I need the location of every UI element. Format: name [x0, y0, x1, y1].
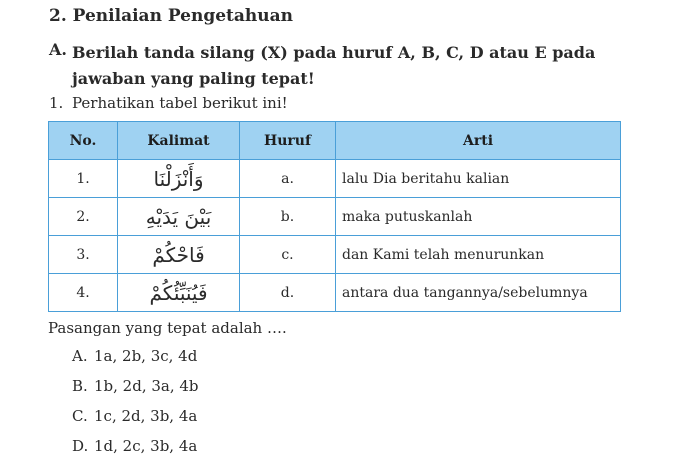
- option-letter: A.: [72, 347, 88, 365]
- table-row: [49, 236, 621, 274]
- cell-arti: dan Kami telah menurunkan: [336, 236, 621, 274]
- cell-kalimat: [118, 274, 240, 312]
- answer-prompt: Pasangan yang tepat adalah ….: [48, 319, 287, 337]
- cell-kalimat: [118, 236, 240, 274]
- cell-huruf: b.: [240, 198, 336, 236]
- cell-arti: antara dua tangannya/sebelumnya: [336, 274, 621, 312]
- cell-huruf: a.: [240, 160, 336, 198]
- cell-no: 2.: [49, 198, 118, 236]
- cell-arti: lalu Dia beritahu kalian: [336, 160, 621, 198]
- table-row: [49, 274, 621, 312]
- cell-no: 1.: [49, 160, 118, 198]
- header-arti: Arti: [336, 122, 621, 160]
- option-d[interactable]: [72, 437, 197, 455]
- option-text: 1d, 2c, 3b, 4a: [94, 437, 198, 455]
- header-no: No.: [49, 122, 118, 160]
- option-letter: D.: [72, 437, 89, 455]
- option-letter: C.: [72, 407, 88, 425]
- option-b[interactable]: [72, 377, 199, 395]
- header-huruf: Huruf: [240, 122, 336, 160]
- table-row: [49, 198, 621, 236]
- subsection-number: A.: [49, 40, 67, 59]
- header-kalimat: Kalimat: [118, 122, 240, 160]
- option-c[interactable]: [72, 407, 197, 425]
- table-row: [49, 160, 621, 198]
- arabic-phrase: فَاحْكُمْ: [152, 242, 205, 267]
- option-a[interactable]: [72, 347, 197, 365]
- arabic-phrase: بَيْنَ يَدَيْهِ: [145, 204, 212, 229]
- option-text: 1b, 2d, 3a, 4b: [94, 377, 199, 395]
- cell-kalimat: [118, 198, 240, 236]
- cell-arti: maka putuskanlah: [336, 198, 621, 236]
- arabic-phrase: فَيُنَبِّئُكُمْ: [149, 280, 208, 305]
- table-header-row: [49, 122, 621, 160]
- cell-no: 3.: [49, 236, 118, 274]
- cell-huruf: c.: [240, 236, 336, 274]
- cell-kalimat: [118, 160, 240, 198]
- cell-huruf: d.: [240, 274, 336, 312]
- arabic-phrase: وَأَنْزَلْنَا: [153, 166, 204, 191]
- question-text: Perhatikan tabel berikut ini!: [72, 94, 288, 112]
- option-text: 1c, 2d, 3b, 4a: [94, 407, 198, 425]
- option-text: 1a, 2b, 3c, 4d: [94, 347, 198, 365]
- instruction-text: Berilah tanda silang (X) pada huruf A, B, C, D atau E pada jawaban yang paling tepat!: [72, 43, 596, 88]
- question-number: 1.: [49, 94, 64, 112]
- matching-table: [48, 121, 621, 312]
- section-title: 2. Penilaian Pengetahuan: [49, 6, 294, 26]
- option-letter: B.: [72, 377, 88, 395]
- cell-no: 4.: [49, 274, 118, 312]
